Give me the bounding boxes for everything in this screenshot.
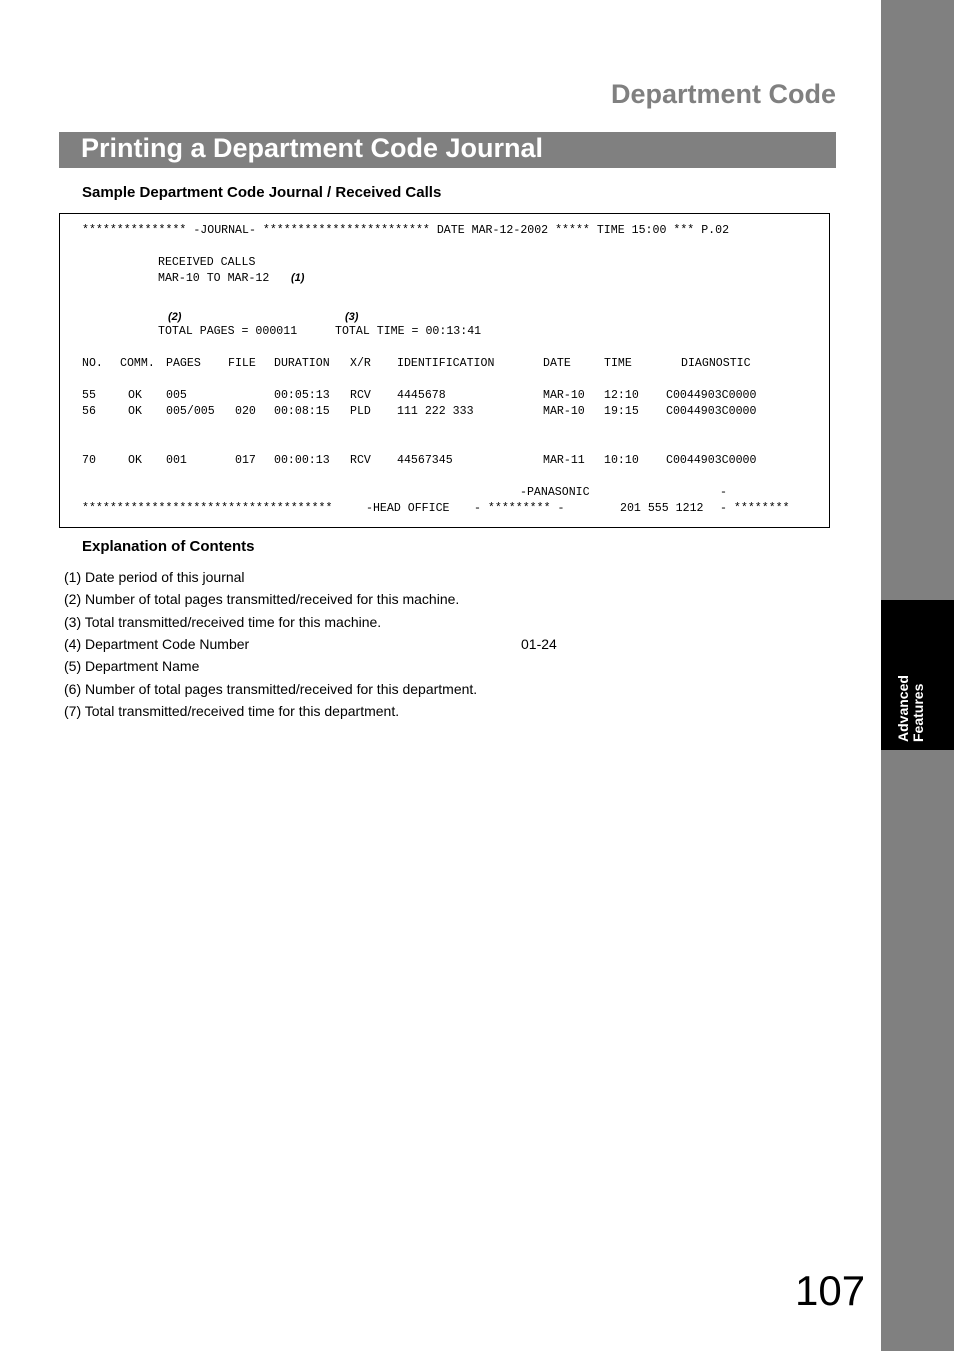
row-55-diagnostic: C0044903C0000 (666, 389, 757, 402)
row-70-no: 70 (82, 454, 96, 467)
row-55-date: MAR-10 (543, 389, 585, 402)
row-55-time: 12:10 (604, 389, 639, 402)
explanation-item-2: (2) Number of total pages transmitted/received for this machine. (64, 591, 460, 607)
ref-marker-1: (1) (291, 272, 305, 284)
page-number: 107 (795, 1267, 866, 1314)
row-70-time: 10:10 (604, 454, 639, 467)
row-56-file: 020 (235, 405, 256, 418)
row-70-pages: 001 (166, 454, 187, 467)
section-title: Department Code (610, 79, 836, 109)
journal-total-time: TOTAL TIME = 00:13:41 (335, 325, 482, 338)
col-file: FILE (228, 357, 256, 370)
row-55-duration: 00:05:13 (274, 389, 330, 402)
row-70-diagnostic: C0044903C0000 (666, 454, 757, 467)
row-56-pages: 005/005 (166, 405, 215, 418)
col-no: NO. (82, 357, 103, 370)
ref-marker-3: (3) (345, 311, 359, 323)
row-55-identification: 4445678 (397, 389, 446, 402)
explanation-heading: Explanation of Contents (82, 538, 255, 555)
row-70-date: MAR-11 (543, 454, 585, 467)
row-55-pages: 005 (166, 389, 187, 402)
row-56-no: 56 (82, 405, 96, 418)
row-56-date: MAR-10 (543, 405, 585, 418)
ref-marker-2: (2) (168, 311, 182, 323)
row-56-comm: OK (128, 405, 142, 418)
journal-footer-office: -HEAD OFFICE (366, 502, 450, 515)
journal-header-line: *************** -JOURNAL- ************************ DATE MAR-12-2002 ***** TIME 15:00 *** P.02 (82, 224, 730, 237)
explanation-item-3: (3) Total transmitted/received time for this machine. (64, 614, 382, 630)
sample-heading: Sample Department Code Journal / Received Calls (82, 184, 442, 201)
row-56-identification: 111 222 333 (397, 405, 474, 418)
journal-received-calls: RECEIVED CALLS (158, 256, 256, 269)
col-duration: DURATION (274, 357, 330, 370)
col-identification: IDENTIFICATION (397, 357, 495, 370)
row-70-identification: 44567345 (397, 454, 453, 467)
col-time: TIME (604, 357, 632, 370)
row-70-duration: 00:00:13 (274, 454, 330, 467)
journal-total-pages: TOTAL PAGES = 000011 (158, 325, 298, 338)
col-date: DATE (543, 357, 571, 370)
row-55-xr: RCV (350, 389, 371, 402)
row-70-xr: RCV (350, 454, 371, 467)
row-56-xr: PLD (350, 405, 371, 418)
title-band (59, 132, 836, 168)
col-xr: X/R (350, 357, 371, 370)
explanation-item-5: (5) Department Name (64, 658, 200, 674)
row-56-duration: 00:08:15 (274, 405, 330, 418)
journal-period: MAR-10 TO MAR-12 (158, 272, 270, 285)
row-55-comm: OK (128, 389, 142, 402)
journal-footer-end: - ******** (720, 502, 790, 515)
journal-footer-stars: ************************************ (82, 502, 333, 515)
row-70-comm: OK (128, 454, 142, 467)
col-pages: PAGES (166, 357, 201, 370)
row-70-file: 017 (235, 454, 256, 467)
side-tab-label (896, 612, 926, 742)
journal-footer-brand: -PANASONIC (520, 486, 590, 499)
journal-footer-dash: - (720, 486, 727, 499)
col-diagnostic: DIAGNOSTIC (681, 357, 751, 370)
row-55-no: 55 (82, 389, 96, 402)
journal-footer-mid: - ********* - (474, 502, 565, 515)
row-56-time: 19:15 (604, 405, 639, 418)
side-tab-line1: Advanced (895, 675, 911, 742)
row-56-diagnostic: C0044903C0000 (666, 405, 757, 418)
explanation-item-6: (6) Number of total pages transmitted/received for this department. (64, 681, 478, 697)
explanation-item-4-value: 01-24 (521, 636, 557, 652)
explanation-item-4: (4) Department Code Number (64, 636, 250, 652)
explanation-item-1: (1) Date period of this journal (64, 569, 245, 585)
journal-footer-phone: 201 555 1212 (620, 502, 704, 515)
page-title: Printing a Department Code Journal (81, 133, 544, 163)
explanation-item-7: (7) Total transmitted/received time for this department. (64, 703, 400, 719)
col-comm: COMM. (120, 357, 155, 370)
side-tab-line2: Features (910, 683, 926, 742)
